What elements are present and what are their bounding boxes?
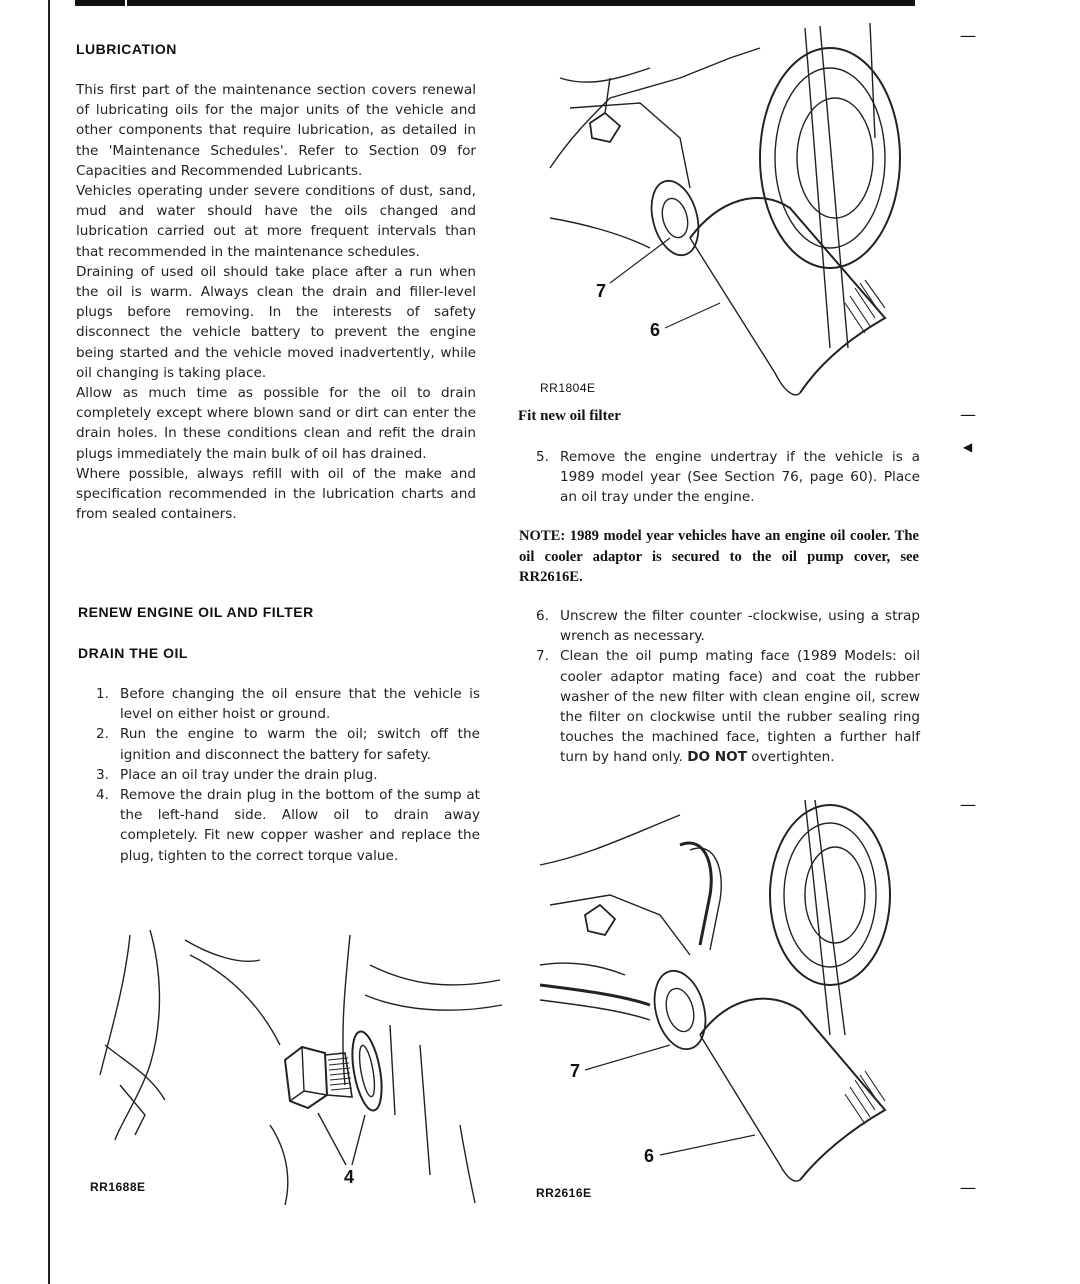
top-rule-tab [75,0,127,6]
list-item: 3. Place an oil tray under the drain plug. [96,766,378,783]
lubrication-body [76,80,476,524]
drain-plug-illustration [90,925,510,1210]
margin-mark: — [960,26,976,45]
binding-spine [48,0,50,1284]
note-oil-cooler: NOTE: 1989 model year vehicles have an engine oil cooler. The oil cooler adaptor is secured to the oil pump cover, see RR2616E. [519,528,919,585]
lubrication-paragraph: Draining of used oil should take place after a run when the oil is warm. Always clean the drain and filler-level plugs before removing. In the interests of safety disconnect the vehicle battery to prevent the engine being started and the vehicle moved inadvertently, while oil changing is taking place. [76,263,476,381]
callout-6: 6 [650,320,661,340]
list-item: 5. Remove the engine undertray if the vehicle is a 1989 model year (See Section 76, page 60). Place an oil tray under the engine. [536,449,920,506]
list-item: 7. Clean the oil pump mating face (1989 Models: oil cooler adaptor mating face) and coat the rubber washer of the new filter with clean engine oil, screw the filter on clockwise until the rubber sealing ring touches the machined face, tighten a further half turn by hand only. DO NOT overtighten. [536,648,920,766]
margin-mark: — [960,405,976,424]
list-item: 2. Run the engine to warm the oil; switch off the ignition and disconnect the battery for safety. [96,726,480,763]
figure-code-rr2616e: RR2616E [536,1186,592,1200]
callout-7: 7 [596,281,607,301]
renew-oil-filter-heading: RENEW ENGINE OIL AND FILTER [78,604,314,620]
margin-mark: — [960,795,976,814]
margin-arrow-icon: ◀ [963,440,973,454]
figure-code-rr1688e: RR1688E [90,1180,146,1194]
callout-6: 6 [644,1146,655,1166]
list-item: 4. Remove the drain plug in the bottom of the sump at the left-hand side. Allow oil to drain away completely. Fit new copper washer and replace the plug, tighten to the correct torque value. [96,787,480,864]
lubrication-paragraph: Vehicles operating under severe conditions of dust, sand, mud and water should have the oils changed and lubrication carried out at more frequent intervals than that recommended in the maintenance schedules. [76,183,476,260]
drain-steps-list [96,684,480,866]
margin-mark: — [960,1178,976,1197]
filter-steps-list [536,606,920,768]
callout-4: 4 [344,1167,355,1187]
callout-7: 7 [570,1061,581,1081]
oil-cooler-adaptor-illustration [530,795,910,1185]
lubrication-paragraph: This first part of the maintenance section covers renewal of lubricating oils for the major units of the vehicle and other components that require lubrication, as detailed in the 'Maintenance Schedules'. Refer to Section 09 for Capacities and Recommended Lubricants. [76,82,476,179]
lubrication-heading: LUBRICATION [76,41,177,57]
lubrication-paragraph: Where possible, always refill with oil of the make and specification recommended in the lubrication charts and from sealed containers. [76,465,476,523]
do-not-emphasis: DO NOT [687,749,747,766]
top-rule [75,0,915,6]
figure-code-rr1804e: RR1804E [540,381,596,395]
oil-filter-illustration-top [530,18,910,398]
list-item: 6. Unscrew the filter counter -clockwise, using a strap wrench as necessary. [536,608,920,645]
drain-oil-heading: DRAIN THE OIL [78,645,188,661]
step5-list [536,447,920,508]
figure-title-fit-new-oil-filter: Fit new oil filter [518,408,621,424]
lubrication-paragraph: Allow as much time as possible for the oil to drain completely except where blown sand or dirt can enter the drain holes. In these conditions clean and refit the drain plugs immediately the main bulk of oil has drained. [76,385,476,462]
list-item: 1. Before changing the oil ensure that the vehicle is level on either hoist or ground. [96,686,480,723]
